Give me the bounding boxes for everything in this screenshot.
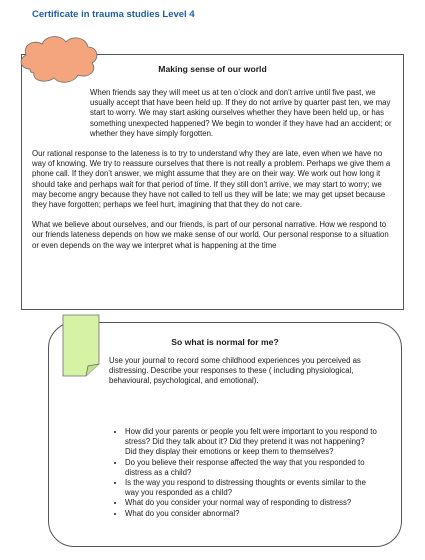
list-item: • How did your parents or people you felt were important to you respond to stress? Did they talk about it? Did they pretend it was not happening? Did they display their emotions or keep them to themselves? [125,427,377,458]
section-intro: Use your journal to record some childhood experiences you perceived as distressing. Describe your responses to these ( including physiological, behavioural, psychological, and emotional). [109,356,361,386]
section-title: Making sense of our world [158,64,267,74]
section-title: So what is normal for me? [171,337,279,347]
list-item: • Is the way you respond to distressing thoughts or events similar to the way you responded as a child? [125,478,377,498]
question-list [109,427,377,519]
thought-cloud-icon [16,33,100,85]
section-body [32,88,393,261]
sticky-note-icon [62,314,100,377]
making-sense-panel [21,54,404,310]
paragraph: When friends say they will meet us at ten o’clock and don’t arrive until five past, we usually accept that have been held up. If they do not arrive by quarter past ten, we may start to worry. We may start asking ourselves whether they have been held up, or has something unexpected happened? We begin to wonder if they have had an accident; or whether they have simply forgotten. [90,88,392,138]
list-item: • Do you believe their response affected the way that you responded to distress as a child? [125,458,377,478]
page-header: Certificate in trauma studies Level 4 [32,9,195,20]
list-item: • What do you consider your normal way of responding to distress? [125,498,377,508]
paragraph: What we believe about ourselves, and our friends, is part of our personal narrative. How we respond to our friends lateness depends on how we make sense of our world. Our personal response to a situation or even depends on the way we interpret what is happening at the time [32,220,389,250]
list-item: • What do you consider abnormal? [125,509,377,519]
normal-for-me-panel [48,322,402,547]
paragraph: Our rational response to the lateness is to try to understand why they are late, even when we have no way of knowing. We try to reassure ourselves that there is not really a problem. Perhaps we give them a phone call. If they don’t answer, we might assume that they are on their way. We work out how long it should take and perhaps wait for that period of time. If they still don’t arrive, we may start to worry; we may become angry because they have not called to tell us they will be late; we may get upset because they have forgotten; perhaps we feel hurt, imagining that that they do not care. [32,149,391,210]
